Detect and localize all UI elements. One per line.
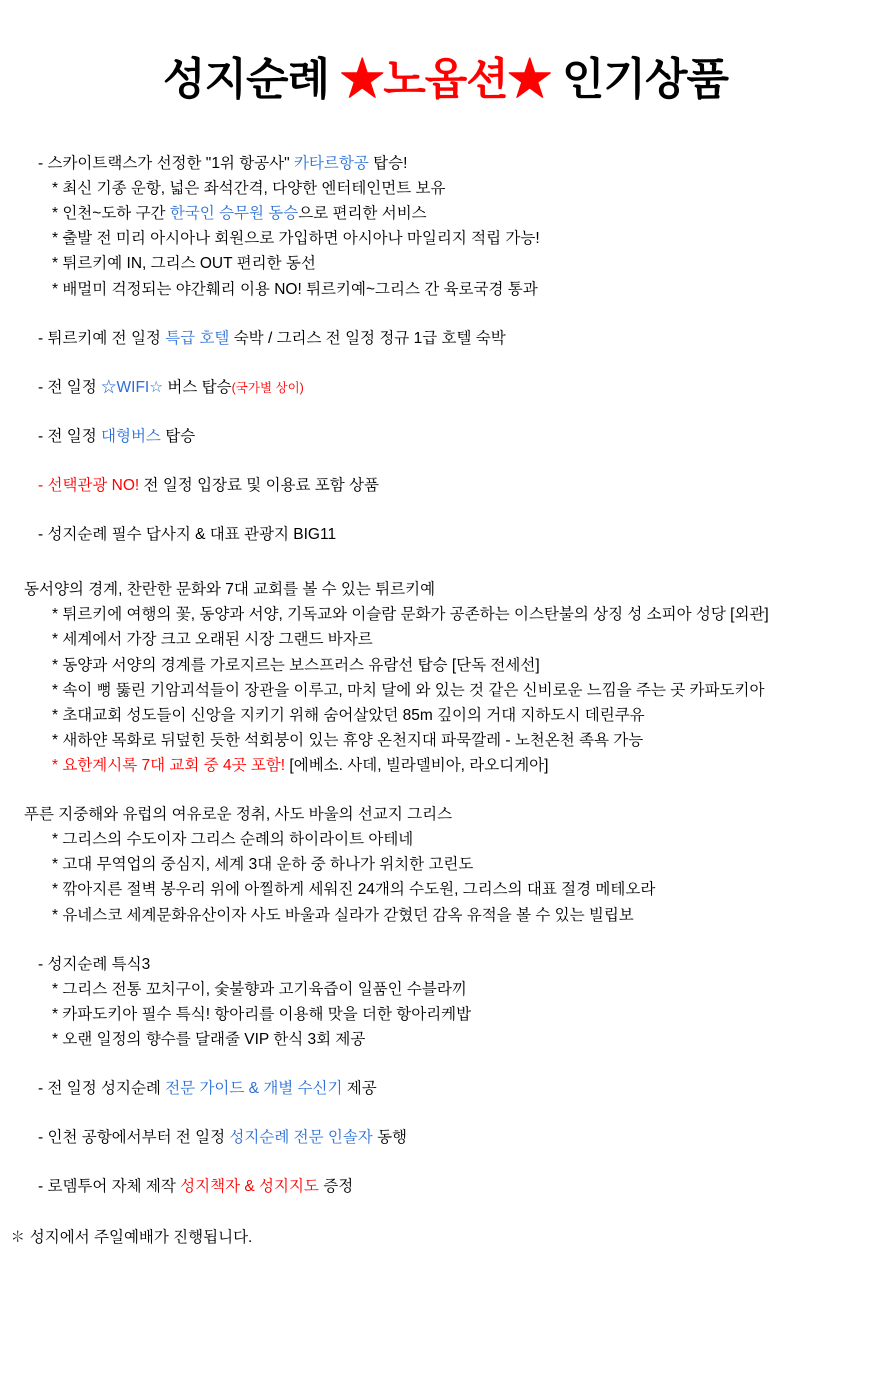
text-segment: 제공 (342, 1080, 377, 1098)
text-segment: 한국인 승무원 동승 (169, 205, 299, 223)
feature-group (22, 952, 869, 1052)
feature-group (22, 1125, 869, 1150)
feature-group (22, 375, 869, 400)
text-segment: 탑승 (160, 427, 196, 445)
text-segment: - 성지순례 필수 답사지 & 대표 관광지 BIG11 (38, 526, 337, 544)
section-spacer (22, 1056, 869, 1076)
feature-line (22, 977, 869, 1002)
text-segment: - 튀르키예 전 일정 (38, 329, 166, 347)
text-segment: * 동양과 서양의 경계를 가로지르는 보스프러스 유람선 탑승 [단독 전세선] (52, 656, 540, 674)
feature-line (22, 877, 869, 902)
feature-line (22, 1174, 869, 1199)
text-segment: * 유네스코 세계문화유산이자 사도 바울과 실라가 갇혔던 감옥 유적을 볼 수 있는 빌립보 (52, 906, 634, 924)
text-segment: * 배멀미 걱정되는 야간훼리 이용 NO! 튀르키예~그리스 간 육로국경 통과 (52, 280, 538, 298)
text-segment: - 성지순례 특식3 (38, 955, 151, 973)
feature-group (22, 473, 869, 498)
section-spacer (22, 502, 869, 522)
title-part2: 인기상품 (550, 55, 728, 104)
text-segment: 동서양의 경계, 찬란한 문화와 7대 교회를 볼 수 있는 튀르키예 (24, 581, 436, 599)
feature-group (22, 522, 869, 547)
feature-line (22, 151, 869, 176)
text-segment: 푸른 지중해와 유럽의 여유로운 정취, 사도 바울의 선교지 그리스 (24, 806, 453, 824)
text-segment: * 깎아지른 절벽 봉우리 위에 아찔하게 세워진 24개의 수도원, 그리스의 대표 절경 메테오라 (52, 881, 656, 899)
section-spacer (22, 551, 869, 577)
text-segment: * 카파도키아 필수 특식! 항아리를 이용해 맛을 더한 항아리케밥 (52, 1005, 472, 1023)
text-segment: * 출발 전 미리 아시아나 회원으로 가입하면 아시아나 마일리지 적립 가능! (52, 230, 540, 248)
text-segment: 버스 탑승 (163, 378, 232, 396)
text-segment: * 그리스 전통 꼬치구이, 숯불향과 고기육즙이 일품인 수블라끼 (52, 980, 467, 998)
feature-line (22, 577, 869, 602)
feature-line (22, 952, 869, 977)
text-segment: 동행 (372, 1129, 408, 1147)
feature-line (22, 1125, 869, 1150)
feature-line (22, 1027, 869, 1052)
text-segment: * 속이 뻥 뚫린 기암괴석들이 장관을 이루고, 마치 달에 와 있는 것 같은 신비로운 느낌을 주는 곳 카파도키아 (52, 681, 765, 699)
title-highlight: 노옵션 (383, 55, 508, 104)
text-segment: - 전 일정 (38, 378, 102, 396)
text-segment: (국가별 상이) (231, 380, 304, 395)
text-segment: * 인천~도하 구간 (52, 205, 170, 223)
text-segment: - 전 일정 성지순례 (38, 1080, 166, 1098)
feature-line (22, 653, 869, 678)
text-segment: 으로 편리한 서비스 (298, 205, 427, 223)
feature-line (22, 251, 869, 276)
text-segment: 대형버스 (101, 427, 161, 445)
text-segment: 전문 가이드 & 개별 수신기 (165, 1080, 343, 1098)
feature-line (22, 201, 869, 226)
page-title (0, 0, 891, 117)
text-segment: * 고대 무역업의 중심지, 세계 3대 운하 중 하나가 위치한 고린도 (52, 856, 474, 874)
feature-line (22, 827, 869, 852)
feature-line (22, 375, 869, 400)
feature-line (22, 852, 869, 877)
feature-group (22, 326, 869, 351)
feature-line (22, 728, 869, 753)
feature-list (0, 117, 891, 1199)
text-segment: 요한계시록 7대 교회 중 4곳 포함! (62, 756, 286, 774)
text-segment: 성지책자 & 성지지도 (180, 1178, 319, 1196)
feature-group (22, 151, 869, 302)
section-spacer (22, 782, 869, 802)
feature-line (22, 903, 869, 928)
section-spacer (22, 306, 869, 326)
section-spacer (22, 453, 869, 473)
section-spacer (22, 355, 869, 375)
text-segment: - (38, 476, 48, 494)
text-segment: 특급 호텔 (165, 329, 230, 347)
text-segment: 탑승! (368, 155, 408, 172)
text-segment: 증정 (318, 1178, 354, 1196)
text-segment: * 튀르키예 IN, 그리스 OUT 편리한 동선 (52, 255, 316, 273)
feature-line (22, 678, 869, 703)
text-segment: ☆WIFI☆ (101, 378, 164, 396)
feature-line (22, 226, 869, 251)
title-star-left: ★ (340, 55, 384, 104)
footnote: ✽ 성지에서 주일예배가 진행됩니다. (10, 1229, 253, 1247)
text-segment: 카타르항공 (293, 155, 369, 172)
text-segment: * 최신 기종 운항, 넓은 좌석간격, 다양한 엔터테인먼트 보유 (52, 180, 446, 198)
section-spacer (22, 1154, 869, 1174)
feature-line (22, 277, 869, 302)
text-segment: 선택관광 NO! (47, 476, 140, 494)
feature-line (22, 473, 869, 498)
feature-line (22, 1076, 869, 1101)
text-segment: * 튀르키에 여행의 꽃, 동양과 서양, 기독교와 이슬람 문화가 공존하는 이스탄불의 상징 성 소피아 성당 [외관] (52, 606, 769, 624)
text-segment: 성지순례 전문 인솔자 (229, 1129, 373, 1147)
section-spacer (22, 404, 869, 424)
title-star-right: ★ (507, 55, 551, 104)
text-segment: - 인천 공항에서부터 전 일정 (38, 1129, 230, 1147)
text-segment: 전 일정 입장료 및 이용료 포함 상품 (139, 476, 380, 494)
text-segment: - 전 일정 (38, 427, 102, 445)
feature-line (22, 424, 869, 449)
section-spacer (22, 1105, 869, 1125)
feature-line (22, 627, 869, 652)
text-segment: * (52, 756, 63, 774)
title-part1: 성지순례 (162, 55, 341, 104)
feature-line (22, 802, 869, 827)
text-segment: [에베소. 사데, 빌라델비아, 라오디게아] (285, 756, 549, 774)
text-segment: * 세계에서 가장 크고 오래된 시장 그랜드 바자르 (52, 631, 373, 649)
text-segment: * 그리스의 수도이자 그리스 순례의 하이라이트 아테네 (52, 831, 414, 849)
text-segment: 숙박 / 그리스 전 일정 정규 1급 호텔 숙박 (229, 329, 506, 347)
feature-group (22, 1076, 869, 1101)
feature-group (22, 1174, 869, 1199)
section-spacer (22, 932, 869, 952)
feature-line (22, 703, 869, 728)
feature-line (22, 1002, 869, 1027)
feature-group (22, 424, 869, 449)
text-segment: * 오랜 일정의 향수를 달래줄 VIP 한식 3회 제공 (52, 1030, 366, 1048)
feature-line (22, 326, 869, 351)
text-segment: - 스카이트랙스가 선정한 "1위 항공사" (38, 155, 294, 172)
text-segment: * 새하얀 목화로 뒤덮힌 듯한 석회붕이 있는 휴양 온천지대 파묵깔레 - 노천온천 족욕 가능 (52, 731, 644, 749)
feature-line (22, 522, 869, 547)
feature-line (22, 753, 869, 778)
feature-group (22, 577, 869, 778)
feature-line (22, 176, 869, 201)
feature-line (22, 602, 869, 627)
text-segment: - 로뎀투어 자체 제작 (38, 1178, 181, 1196)
feature-group (22, 802, 869, 928)
text-segment: * 초대교회 성도들이 신앙을 지키기 위해 숨어살았던 85m 깊이의 거대 지하도시 데린쿠유 (52, 706, 645, 724)
